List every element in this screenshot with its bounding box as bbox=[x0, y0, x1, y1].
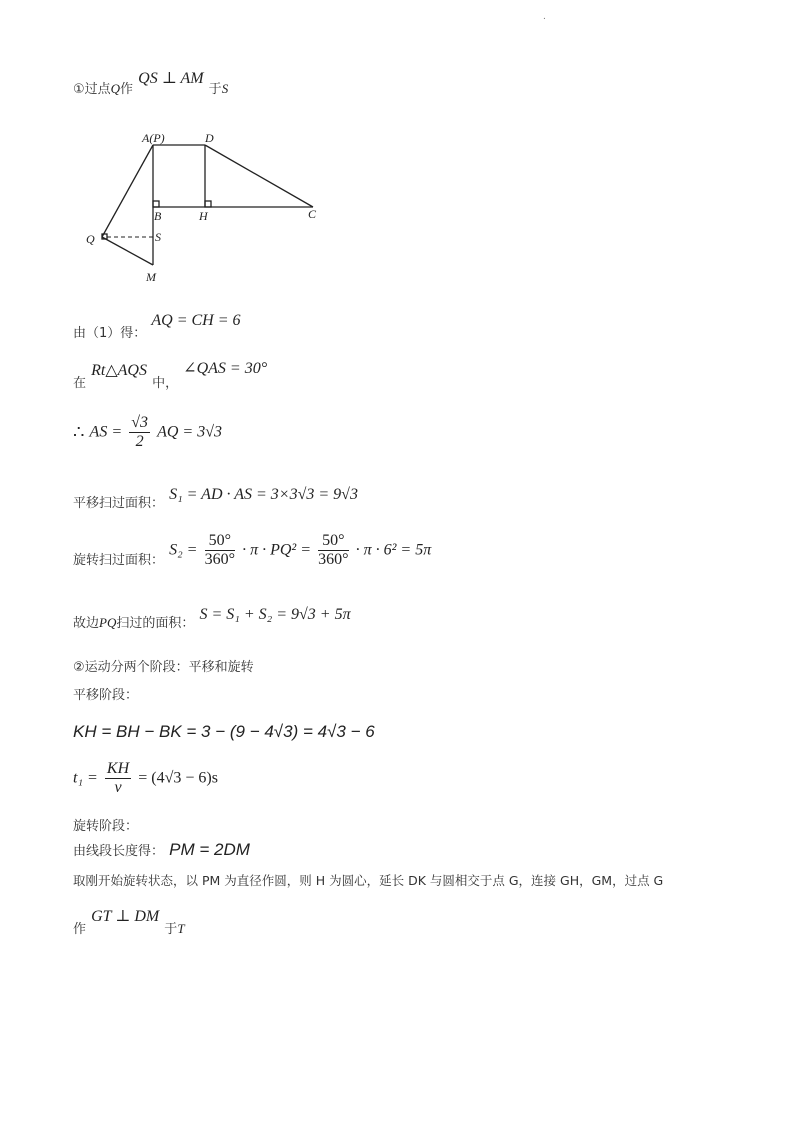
step1-suffix: 于 bbox=[208, 82, 222, 97]
rt-mid: 中， bbox=[152, 376, 179, 391]
t1-frac-num: KH bbox=[106, 760, 130, 777]
geometry-figure bbox=[80, 125, 340, 290]
pm-expr: PM = 2DM bbox=[169, 840, 250, 859]
rt-pre: 在 bbox=[73, 376, 87, 391]
as-rhs: AQ = 3√3 bbox=[157, 423, 222, 441]
gt-post: 于 bbox=[164, 922, 178, 937]
line-rt bbox=[73, 360, 268, 391]
gt-pre: 作 bbox=[73, 922, 87, 937]
step1-foot: S bbox=[221, 81, 229, 96]
label-S: S bbox=[155, 230, 161, 244]
stage2-heading: 旋转阶段： bbox=[73, 819, 139, 834]
segment-QM bbox=[102, 237, 153, 265]
rt-expr: ∠QAS = 30° bbox=[183, 360, 268, 377]
as-frac-den: 2 bbox=[135, 433, 144, 450]
right-angle-B bbox=[153, 201, 159, 207]
t1-fraction bbox=[105, 760, 131, 797]
s1-expr: S₁ = AD · AS = 3×3√3 = 9√3 bbox=[169, 486, 358, 503]
s2-fraction-2 bbox=[318, 532, 348, 569]
kh-expr: KH = BH − BK = 3 − (9 − 4√3) = 4√3 − 6 bbox=[73, 722, 375, 741]
label-Q: Q bbox=[86, 232, 95, 246]
from1-text: 由（1）得： bbox=[73, 326, 147, 341]
s-post: 扫过的面积： bbox=[116, 616, 195, 631]
gt-foot: T bbox=[177, 921, 185, 936]
step1-point: Q bbox=[110, 81, 121, 96]
s2-frac2-den: 360° bbox=[318, 551, 349, 568]
line-s-total bbox=[73, 604, 351, 631]
as-frac-num: √3 bbox=[131, 414, 148, 431]
right-angle-H bbox=[205, 201, 211, 207]
s2-frac2-num: 50° bbox=[318, 532, 348, 551]
s2-text: 旋转扫过面积： bbox=[73, 553, 165, 568]
s1-text: 平移扫过面积： bbox=[73, 496, 165, 511]
step1-expr: QS ⊥ AM bbox=[138, 70, 204, 87]
s2-fraction-1 bbox=[205, 532, 235, 569]
step1-line bbox=[73, 68, 229, 97]
t1-frac-den: v bbox=[114, 779, 122, 796]
as-fraction bbox=[129, 414, 150, 451]
label-B: B bbox=[154, 209, 162, 223]
stage1-heading: 平移阶段： bbox=[73, 688, 139, 703]
from1-expr: AQ = CH = 6 bbox=[151, 312, 241, 329]
t1-lhs: t₁ = bbox=[73, 769, 98, 787]
segment-DC bbox=[205, 145, 313, 207]
line-gt bbox=[73, 906, 185, 937]
line-s1 bbox=[73, 484, 358, 511]
step1-prefix: ①过点 bbox=[73, 82, 111, 97]
s-edge: PQ bbox=[99, 615, 117, 630]
label-H: H bbox=[199, 209, 208, 223]
line-pm bbox=[73, 840, 250, 860]
label-A: A(P) bbox=[142, 131, 165, 145]
label-D: D bbox=[205, 131, 214, 145]
line-t1 bbox=[73, 760, 218, 797]
step1-verb: 作 bbox=[120, 82, 134, 97]
segment-AQ bbox=[102, 145, 153, 237]
line-s2 bbox=[73, 532, 431, 569]
s2-rhs: · π · 6² = 5π bbox=[355, 541, 432, 559]
s-pre: 故边 bbox=[73, 616, 100, 631]
pm-text: 由线段长度得： bbox=[73, 844, 165, 859]
rt-tri: Rt△AQS bbox=[91, 362, 147, 379]
s2-lhs: S₂ = bbox=[169, 541, 198, 559]
therefore-symbol: ∴ bbox=[73, 422, 85, 442]
step2-text: ②运动分两个阶段：平移和旋转 bbox=[73, 660, 254, 675]
line-as bbox=[73, 414, 222, 451]
s2-frac1-num: 50° bbox=[205, 532, 235, 551]
s-expr: S = S₁ + S₂ = 9√3 + 5π bbox=[199, 606, 351, 623]
gt-expr: GT ⊥ DM bbox=[91, 908, 160, 925]
s2-mid: · π · PQ² = bbox=[242, 541, 311, 559]
as-lhs: AS = bbox=[89, 423, 123, 441]
circle-construction-text: 取刚开始旋转状态，以 PM 为直径作圆，则 H 为圆心，延长 DK 与圆相交于点 G，连接 GH，GM，过点 G bbox=[73, 873, 664, 888]
line-from1 bbox=[73, 310, 241, 341]
label-C: C bbox=[308, 207, 317, 221]
label-M: M bbox=[146, 270, 156, 284]
page-dot: . bbox=[543, 12, 546, 22]
t1-rhs: = (4√3 − 6)s bbox=[138, 769, 218, 787]
s2-frac1-den: 360° bbox=[204, 551, 235, 568]
